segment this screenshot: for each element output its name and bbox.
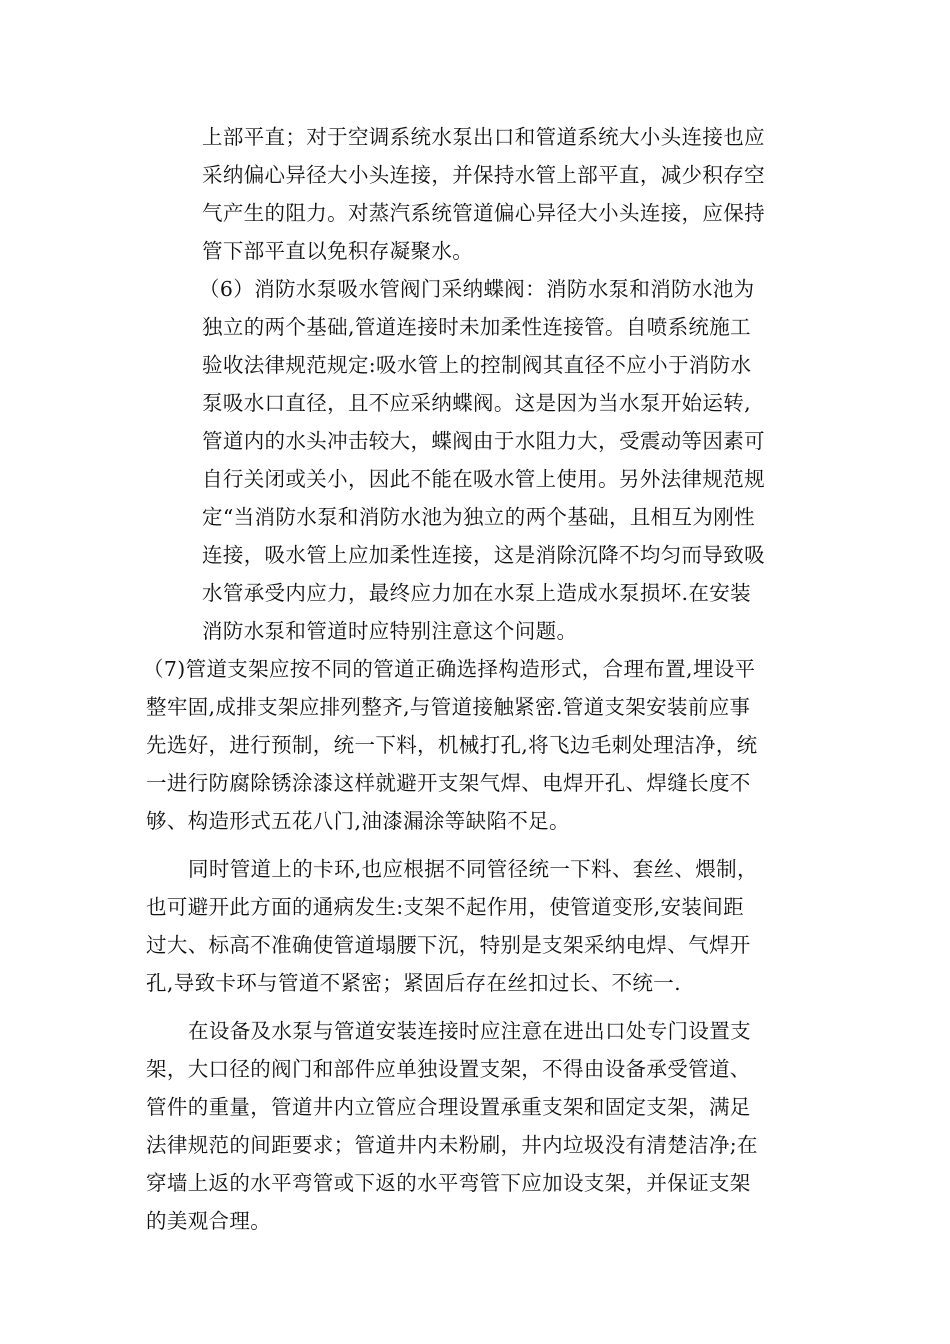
paragraph-line: 过大、标高不准确使管道塌腰下沉，特别是支架采纳电焊、气焊开 xyxy=(146,933,751,957)
paragraph-line: 整牢固,成排支架应排列整齐,与管道接触紧密.管道支架安装前应事 xyxy=(146,695,751,719)
paragraph-line: 自行关闭或关小，因此不能在吸水管上使用。另外法律规范规 xyxy=(202,467,765,491)
paragraph-line: 够、构造形式五花八门,油漆漏涂等缺陷不足。 xyxy=(146,809,570,833)
paragraph-line: 孔,导致卡环与管道不紧密；紧固后存在丝扣过长、不统一. xyxy=(146,971,681,995)
paragraph-line: 管件的重量，管道井内立管应合理设置承重支架和固定支架，满足 xyxy=(146,1095,751,1119)
paragraph-line: 法律规范的间距要求；管道井内未粉刷，井内垃圾没有清楚洁净;在 xyxy=(146,1133,758,1157)
paragraph-line: 在设备及水泵与管道安装连接时应注意在进出口处专门设置支 xyxy=(188,1019,751,1043)
paragraph-line: 独立的两个基础,管道连接时未加柔性连接管。自喷系统施工 xyxy=(202,315,751,339)
paragraph-line: 穿墙上返的水平弯管或下返的水平弯管下应加设支架，并保证支架 xyxy=(146,1171,751,1195)
paragraph-line: 上部平直；对于空调系统水泵出口和管道系统大小头连接也应 xyxy=(202,125,765,149)
paragraph-line: 一进行防腐除锈涂漆这样就避开支架气焊、电焊开孔、焊缝长度不 xyxy=(146,771,751,795)
paragraph-line: 管道内的水头冲击较大，蝶阀由于水阻力大，受震动等因素可 xyxy=(202,429,765,453)
paragraph-line: （6）消防水泵吸水管阀门采纳蝶阀：消防水泵和消防水池为 xyxy=(199,277,755,301)
paragraph-line: 水管承受内应力，最终应力加在水泵上造成水泵损坏.在安装 xyxy=(202,581,751,605)
paragraph-line: 管下部平直以免积存凝聚水。 xyxy=(202,239,474,263)
paragraph-line: （7)管道支架应按不同的管道正确选择构造形式，合理布置,埋设平 xyxy=(143,657,756,681)
paragraph-line: 先选好，进行预制，统一下料，机械打孔,将飞边毛刺处理洁净，统 xyxy=(146,733,758,757)
paragraph-line: 也可避开此方面的通病发生:支架不起作用，使管道变形,安装间距 xyxy=(146,895,744,919)
paragraph-line: 同时管道上的卡环,也应根据不同管径统一下料、套丝、煨制， xyxy=(188,857,758,881)
paragraph-line: 连接，吸水管上应加柔性连接，这是消除沉降不均匀而导致吸 xyxy=(202,543,765,567)
paragraph-line: 气产生的阻力。对蒸汽系统管道偏心异径大小头连接，应保持 xyxy=(202,201,765,225)
paragraph-line: 泵吸水口直径，且不应采纳蝶阀。这是因为当水泵开始运转, xyxy=(202,391,751,415)
paragraph-line: 验收法律规范规定:吸水管上的控制阀其直径不应小于消防水 xyxy=(202,353,752,377)
paragraph-line: 采纳偏心异径大小头连接，并保持水管上部平直，减少积存空 xyxy=(202,163,765,187)
paragraph-line: 定“当消防水泵和消防水池为独立的两个基础，且相互为刚性 xyxy=(202,505,755,529)
paragraph-line: 消防水泵和管道时应特别注意这个问题。 xyxy=(202,619,578,643)
paragraph-line: 架，大口径的阀门和部件应单独设置支架，不得由设备承受管道、 xyxy=(146,1057,751,1081)
paragraph-line: 的美观合理。 xyxy=(146,1209,272,1233)
